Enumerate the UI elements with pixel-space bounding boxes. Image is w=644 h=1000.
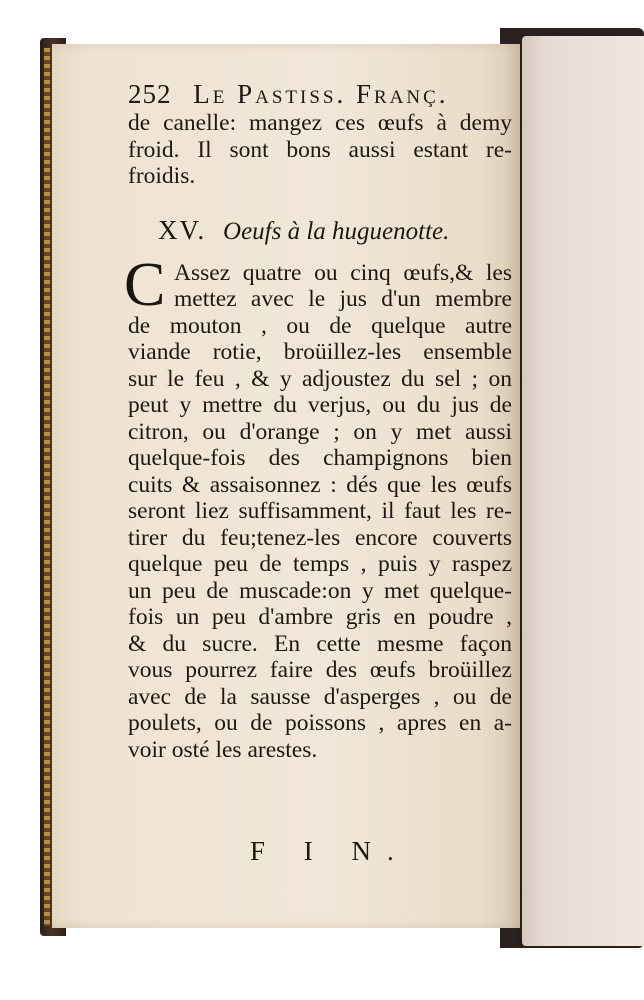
- page-text-block: [124, 78, 512, 763]
- section-number: XV.: [158, 214, 207, 245]
- section-heading: [128, 206, 512, 254]
- continuation-text: [128, 110, 512, 190]
- text-line: viande rotie, broüillez-les ensemble: [128, 339, 512, 365]
- recipe-paragraph: [124, 250, 512, 764]
- text-line: vous pourrez faire des œufs broüillez: [128, 657, 512, 683]
- text-line: seront liez suffisamment, il faut les re-: [128, 498, 512, 524]
- text-line: fois un peu d'ambre gris en poudre ,: [128, 604, 512, 630]
- running-title: Le Pastiss. Franç.: [193, 79, 449, 109]
- text-line: poulets, ou de poissons , apres en a-: [128, 710, 512, 736]
- text-line: de canelle: mangez ces œufs à demy: [128, 110, 512, 136]
- text-line: cuits & assaisonnez : dés que les œufs: [128, 471, 512, 498]
- text-line: tirer du feu;tenez-les encore couverts: [128, 524, 512, 551]
- text-line: citron, ou d'orange ; on y met aussi: [128, 418, 512, 445]
- text-line: un peu de muscade:on y met quelque-: [128, 577, 512, 604]
- drop-cap-letter: C: [124, 250, 166, 319]
- text-line: sur le feu , & y adjoustez du sel ; on: [128, 365, 512, 392]
- text-line: mettez avec le jus d'un membre: [174, 286, 512, 312]
- text-line: avec de la sausse d'asperges , ou de: [128, 683, 512, 710]
- text-line: & du sucre. En cette mesme façon: [128, 630, 512, 657]
- section-title: Oeufs à la huguenotte.: [223, 217, 450, 245]
- text-line: quelque-fois des champignons bien: [128, 445, 512, 471]
- text-line: froid. Il sont bons aussi estant re-: [128, 136, 512, 163]
- text-line: Assez quatre ou cinq œufs,& les: [174, 259, 512, 286]
- blank-right-page: [522, 36, 644, 946]
- page-number: 252: [128, 79, 172, 109]
- end-mark: F I N.: [250, 836, 410, 866]
- text-line: voir osté les arestes.: [128, 736, 318, 763]
- text-line: froidis.: [128, 163, 196, 189]
- text-line: peut y mettre du verjus, ou du jus de: [128, 392, 512, 418]
- text-line: quelque peu de temps , puis y raspez: [128, 551, 512, 577]
- text-line: de mouton , ou de quelque autre: [128, 312, 512, 339]
- running-head: [128, 78, 512, 110]
- gilt-tooling-border: [44, 48, 50, 926]
